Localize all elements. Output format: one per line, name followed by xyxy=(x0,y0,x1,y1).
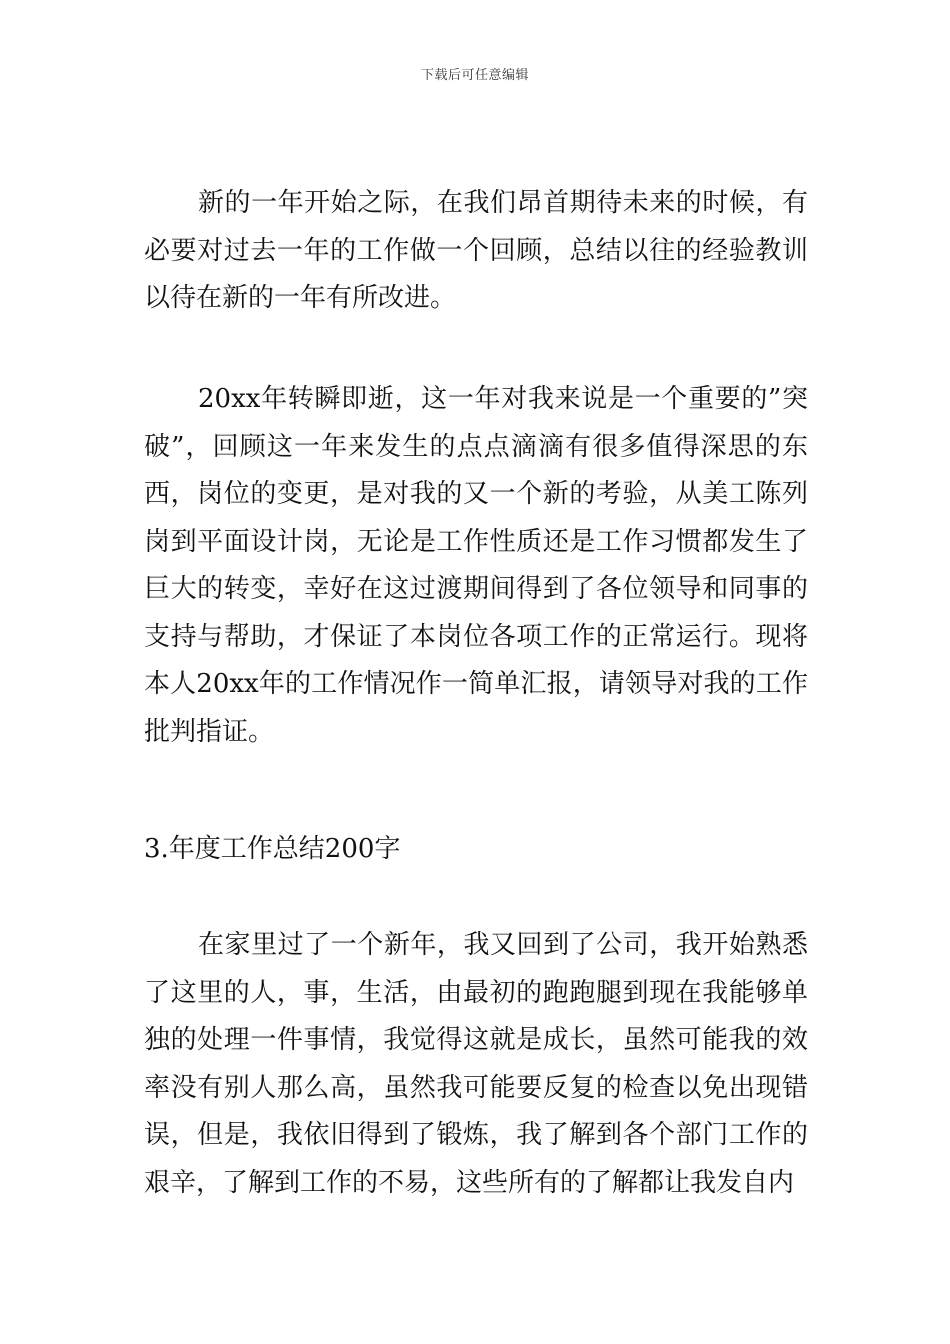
paragraph-intro: 新的一年开始之际，在我们昂首期待未来的时候，有必要对过去一年的工作做一个回顾，总结以往的经验教训以待在新的一年有所改进。 xyxy=(144,188,808,313)
paragraph-summary: 在家里过了一个新年，我又回到了公司，我开始熟悉了这里的人，事，生活，由最初的跑跑腿到现在我能够单独的处理一件事情，我觉得这就是成长，虽然可能我的效率没有别人那么高，虽然我可能要反复的检查以免出现错误，但是，我依旧得到了锻炼，我了解到各个部门工作的艰辛，了解到工作的不易，这些所有的了解都让我发自内 xyxy=(144,930,808,1198)
section-heading: 3.年度工作总结200字 xyxy=(144,834,401,864)
paragraph-year-review: 20xx年转瞬即逝，这一年对我来说是一个重要的”突破”，回顾这一年来发生的点点滴滴有很多值得深思的东西，岗位的变更，是对我的又一个新的考验，从美工陈列岗到平面设计岗，无论是工作性质还是工作习惯都发生了巨大的转变，幸好在这过渡期间得到了各位领导和同事的支持与帮助，才保证了本岗位各项工作的正常运行。现将本人20xx年的工作情况作一简单汇报，请领导对我的工作批判指证。 xyxy=(144,384,808,747)
page-header-note: 下载后可任意编辑 xyxy=(420,68,529,83)
